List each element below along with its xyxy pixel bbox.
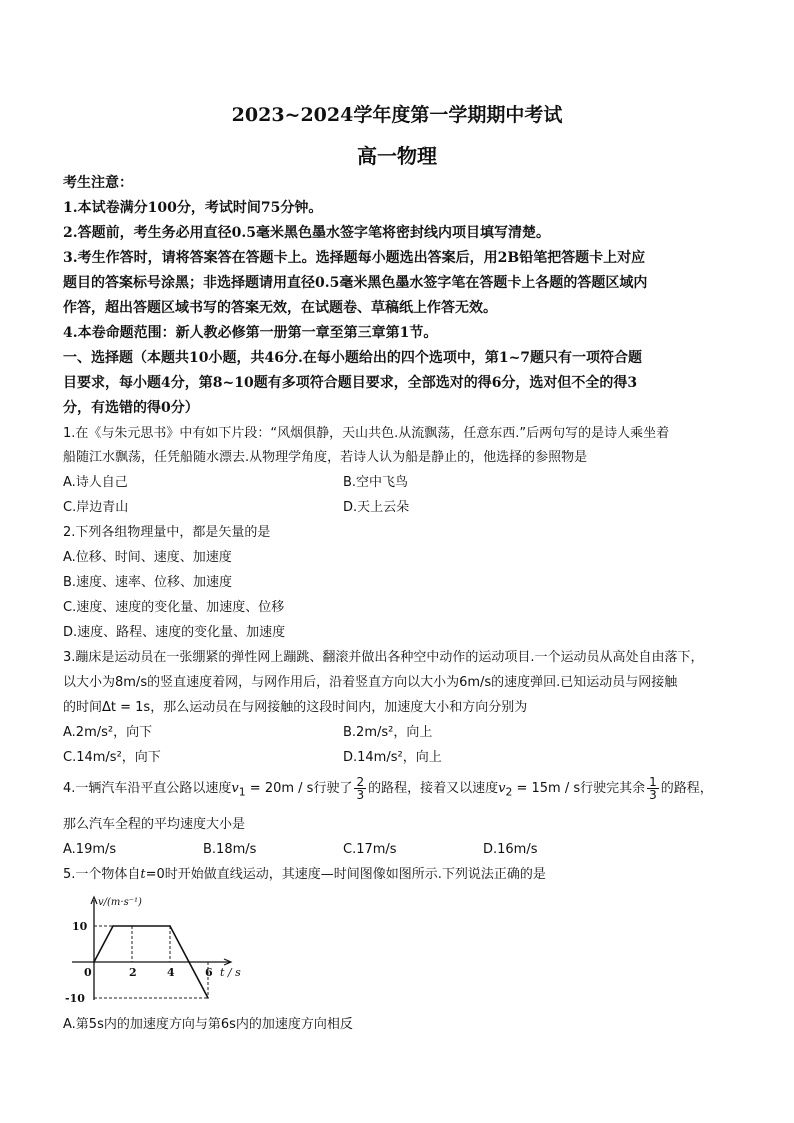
notice-item: 3.考生作答时，请将答案答在答题卡上。选择题每小题选出答案后，用2B铅笔把答题卡上对应 [63, 250, 646, 266]
data-point [207, 997, 209, 999]
x-tick-label: 6 [205, 966, 213, 979]
notice-item: 题目的答案标号涂黑；非选择题请用直径0.5毫米黑色墨水签字笔在答题卡上各题的答题区域内 [63, 275, 648, 291]
q4-text: 的路程，接着又以速度 [368, 781, 499, 796]
q4-text: 4.一辆汽车沿平直公路以速度 [63, 781, 232, 796]
q3-option-c: C.14m/s²，向下 [63, 750, 161, 765]
q3-stem: 以大小为8m/s的竖直速度着网，与网作用后，沿着竖直方向以大小为6m/s的速度弹回.已知运动员与网接触 [63, 675, 678, 690]
q1-option-b: B.空中飞鸟 [343, 475, 409, 490]
q5-t-symbol: t [140, 867, 146, 882]
data-point [131, 925, 133, 927]
q3-option-b: B.2m/s²，向上 [343, 725, 433, 740]
q1-option-d: D.天上云朵 [343, 500, 410, 515]
q5-option-a: A.第5s内的加速度方向与第6s内的加速度方向相反 [63, 1017, 353, 1032]
q5-text: 5.一个物体自 [63, 867, 141, 882]
exam-subject: 高一物理 [357, 144, 437, 168]
q4-fraction-one-third: $\frac{1}{3}$ [649, 775, 657, 802]
q3-option-a: A.2m/s²，向下 [63, 725, 153, 740]
x-tick-label: 4 [167, 966, 175, 979]
x-axis-label: t / s [220, 966, 241, 979]
q4-stem [63, 776, 713, 802]
q4-v2-value: = 15m / s [512, 781, 581, 796]
q5-text: =0时开始做直线运动，其速度—时间图像如图所示.下列说法正确的是 [145, 867, 546, 882]
q2-option-b: B.速度、速率、位移、加速度 [63, 575, 233, 590]
q4-text: 的路程， [660, 781, 713, 796]
q1-stem: 船随江水飘荡，任凭船随水漂去.从物理学角度，若诗人认为船是静止的，他选择的参照物是 [63, 450, 588, 465]
q4-v2-symbol: v [498, 781, 506, 796]
velocity-time-graph [64, 892, 241, 1005]
data-point [169, 925, 171, 927]
x-tick-label: 2 [129, 966, 137, 979]
q4-text: 行驶了 [313, 781, 353, 796]
q2-option-c: C.速度、速度的变化量、加速度、位移 [63, 600, 285, 615]
q5-stem [63, 866, 546, 884]
data-point [112, 925, 114, 927]
q4-v1-symbol: v [231, 781, 239, 796]
q3-stem: 3.蹦床是运动员在一张绷紧的弹性网上蹦跳、翻滚并做出各种空中动作的运动项目.一个运动员从高处自由落下， [63, 650, 704, 665]
q3-option-d: D.14m/s²，向上 [343, 750, 442, 765]
notice-heading: 考生注意： [63, 175, 133, 191]
notice-item: 4.本卷命题范围：新人教必修第一册第一章至第三章第1节。 [63, 325, 438, 341]
x-tick-label: 0 [84, 966, 92, 979]
q4-fraction-two-thirds: $\frac{2}{3}$ [356, 775, 365, 802]
q4-v2-subscript: 2 [505, 785, 513, 799]
q4-option-b: B.18m/s [203, 842, 257, 857]
section-heading: 目要求，每小题4分，第8~10题有多项符合题目要求，全部选对的得6分，选对但不全的得3 [63, 375, 638, 391]
q4-v1-subscript: 1 [238, 785, 246, 799]
notice-item: 作答，超出答题区域书写的答案无效，在试题卷、草稿纸上作答无效。 [63, 300, 497, 316]
data-point [188, 961, 190, 963]
q1-stem: 1.在《与朱元思书》中有如下片段：“风烟俱静，天山共色.从流飘荡，任意东西.”后两句写的是诗人乘坐着 [63, 426, 670, 441]
y-tick-label: -10 [65, 992, 85, 1005]
notice-item: 1.本试卷满分100分，考试时间75分钟。 [63, 200, 323, 216]
q2-option-a: A.位移、时间、速度、加速度 [63, 550, 232, 565]
q2-option-d: D.速度、路程、速度的变化量、加速度 [63, 625, 286, 640]
q3-stem: 的时间Δt = 1s，那么运动员在与网接触的这段时间内，加速度大小和方向分别为 [63, 700, 528, 715]
q1-option-c: C.岸边青山 [63, 500, 129, 515]
q4-text: 行驶完其余 [580, 781, 646, 796]
q4-stem-line2: 那么汽车全程的平均速度大小是 [63, 817, 246, 832]
section-heading: 分，有选错的得0分） [63, 400, 199, 416]
q4-v1-value: = 20m / s [245, 781, 314, 796]
y-axis-label: v/(m·s⁻¹) [98, 897, 142, 908]
y-tick-label: 10 [72, 920, 88, 933]
q4-option-c: C.17m/s [343, 842, 397, 857]
q4-option-a: A.19m/s [63, 842, 117, 857]
exam-title: 2023~2024学年度第一学期期中考试 [231, 104, 563, 126]
q2-stem: 2.下列各组物理量中，都是矢量的是 [63, 525, 271, 540]
section-heading: 一、选择题（本题共10小题，共46分.在每小题给出的四个选项中，第1~7题只有一项符合题 [63, 350, 643, 366]
q1-option-a: A.诗人自己 [63, 475, 128, 490]
q4-option-d: D.16m/s [483, 842, 538, 857]
data-point [93, 961, 95, 963]
notice-item: 2.答题前，考生务必用直径0.5毫米黑色墨水签字笔将密封线内项目填写清楚。 [63, 225, 550, 241]
